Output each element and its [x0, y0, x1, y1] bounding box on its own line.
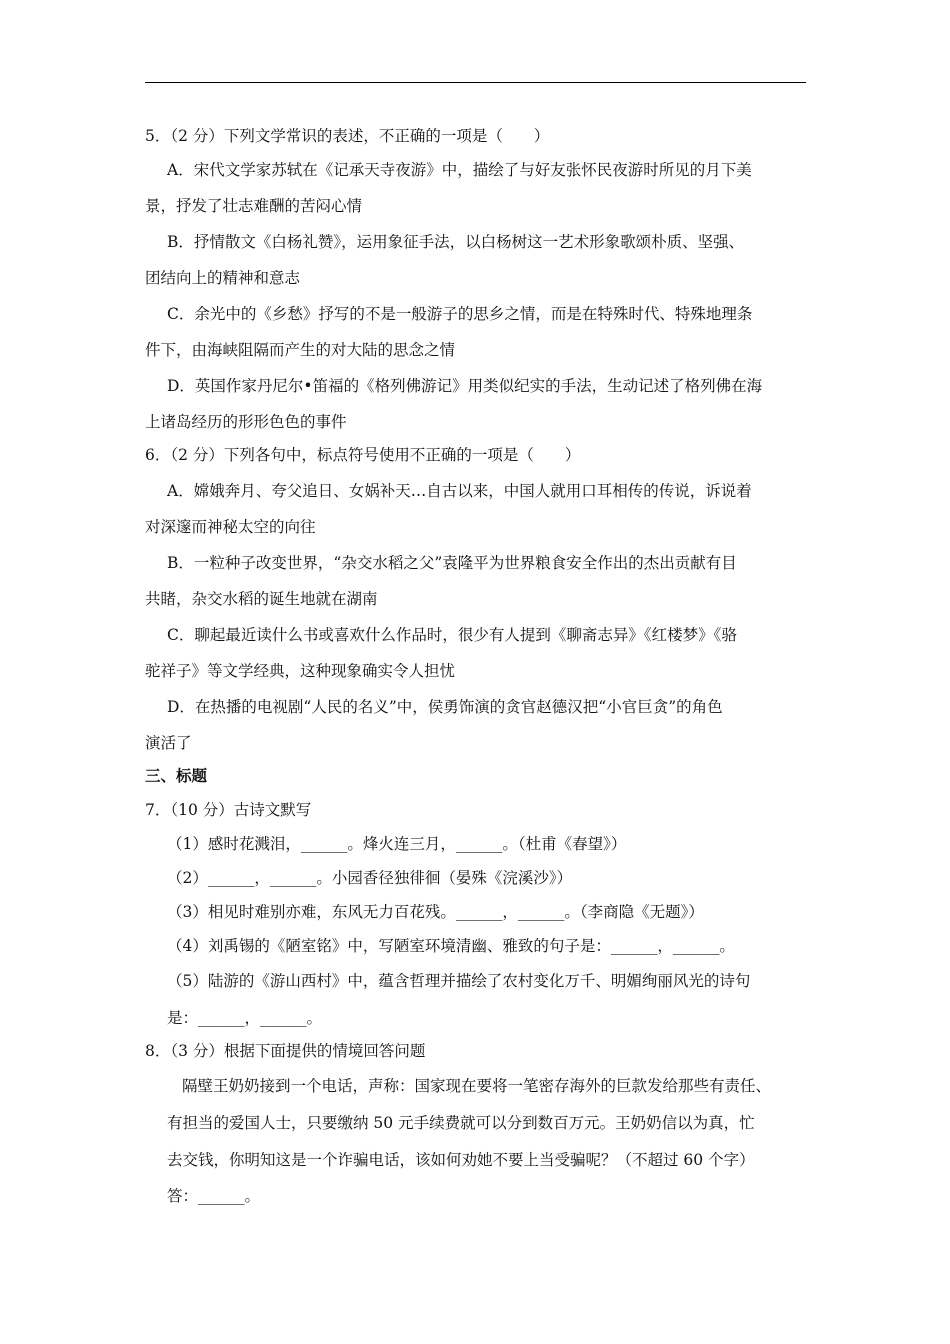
q7-stem: 7．（10 分）古诗文默写: [145, 801, 312, 819]
q8-answer: 答：______。: [167, 1187, 261, 1205]
q6-option-c-line1: C．聊起最近读什么书或喜欢什么作品时，很少有人提到《聊斋志异》《红楼梦》《骆: [167, 626, 737, 644]
q7-sub-1: （1）感时花溅泪，______。烽火连三月，______。（杜甫《春望》）: [167, 835, 627, 853]
q6-stem: 6．（2 分）下列各句中，标点符号使用不正确的一项是（ ）: [145, 446, 581, 464]
header-rule: [145, 82, 806, 83]
q6-option-b-line1: B．一粒种子改变世界，“杂交水稻之父”袁隆平为世界粮食安全作出的杰出贡献有目: [167, 554, 737, 572]
q5-option-c-line1: C．余光中的《乡愁》抒写的不是一般游子的思乡之情，而是在特殊时代、特殊地理条: [167, 305, 753, 323]
q7-sub-3: （3）相见时难别亦难，东风无力百花残。______，______。（李商隐《无题》）: [167, 903, 704, 921]
q6-option-a-line2: 对深邃而神秘太空的向往: [145, 518, 316, 536]
q8-stem: 8．（3 分）根据下面提供的情境回答问题: [145, 1042, 426, 1060]
q5-stem: 5．（2 分）下列文学常识的表述，不正确的一项是（ ）: [145, 127, 550, 145]
q6-option-d-line1: D．在热播的电视剧“人民的名义”中，侯勇饰演的贪官赵德汉把“小官巨贪”的角色: [167, 698, 723, 716]
q6-option-b-line2: 共睹，杂交水稻的诞生地就在湖南: [145, 590, 378, 608]
q8-paragraph-line1: 隔壁王奶奶接到一个电话，声称：国家现在要将一笔密存海外的巨款发给那些有责任、: [182, 1077, 772, 1095]
q5-option-b-line1: B．抒情散文《白杨礼赞》，运用象征手法，以白杨树这一艺术形象歌颂朴质、坚强、: [167, 233, 745, 251]
q6-option-d-line2: 演活了: [145, 734, 192, 752]
q6-option-a-line1: A．嫦娥奔月、夸父追日、女娲补天…自古以来，中国人就用口耳相传的传说，诉说着: [167, 482, 752, 500]
q7-sub-4: （4）刘禹锡的《陋室铭》中，写陋室环境清幽、雅致的句子是：______，______。: [167, 937, 735, 955]
q5-option-c-line2: 件下，由海峡阻隔而产生的对大陆的思念之情: [145, 341, 456, 359]
q5-option-a-line2: 景，抒发了壮志难酬的苦闷心情: [145, 197, 363, 215]
q5-option-a-line1: A．宋代文学家苏轼在《记承天寺夜游》中，描绘了与好友张怀民夜游时所见的月下美: [167, 161, 752, 179]
q7-sub-5-line2: 是：______，______。: [167, 1009, 323, 1027]
section-title: 三、标题: [145, 766, 208, 785]
q7-sub-2: （2）______，______。小园香径独徘徊（晏殊《浣溪沙》）: [167, 869, 573, 887]
q5-option-d-line2: 上诸岛经历的形形色色的事件: [145, 413, 347, 431]
q7-sub-5-line1: （5）陆游的《游山西村》中，蕴含哲理并描绘了农村变化万千、明媚绚丽风光的诗句: [167, 972, 751, 990]
q8-paragraph-line3: 去交钱，你明知这是一个诈骗电话，该如何劝她不要上当受骗呢？（不超过 60 个字）: [167, 1151, 755, 1169]
q6-option-c-line2: 驼祥子》等文学经典，这种现象确实令人担忧: [145, 662, 456, 680]
q8-paragraph-line2: 有担当的爱国人士，只要缴纳 50 元手续费就可以分到数百万元。王奶奶信以为真，忙: [167, 1114, 755, 1132]
q5-option-b-line2: 团结向上的精神和意志: [145, 269, 301, 287]
q5-option-d-line1: D．英国作家丹尼尔•笛福的《格列佛游记》用类似纪实的手法，生动记述了格列佛在海: [167, 377, 763, 395]
